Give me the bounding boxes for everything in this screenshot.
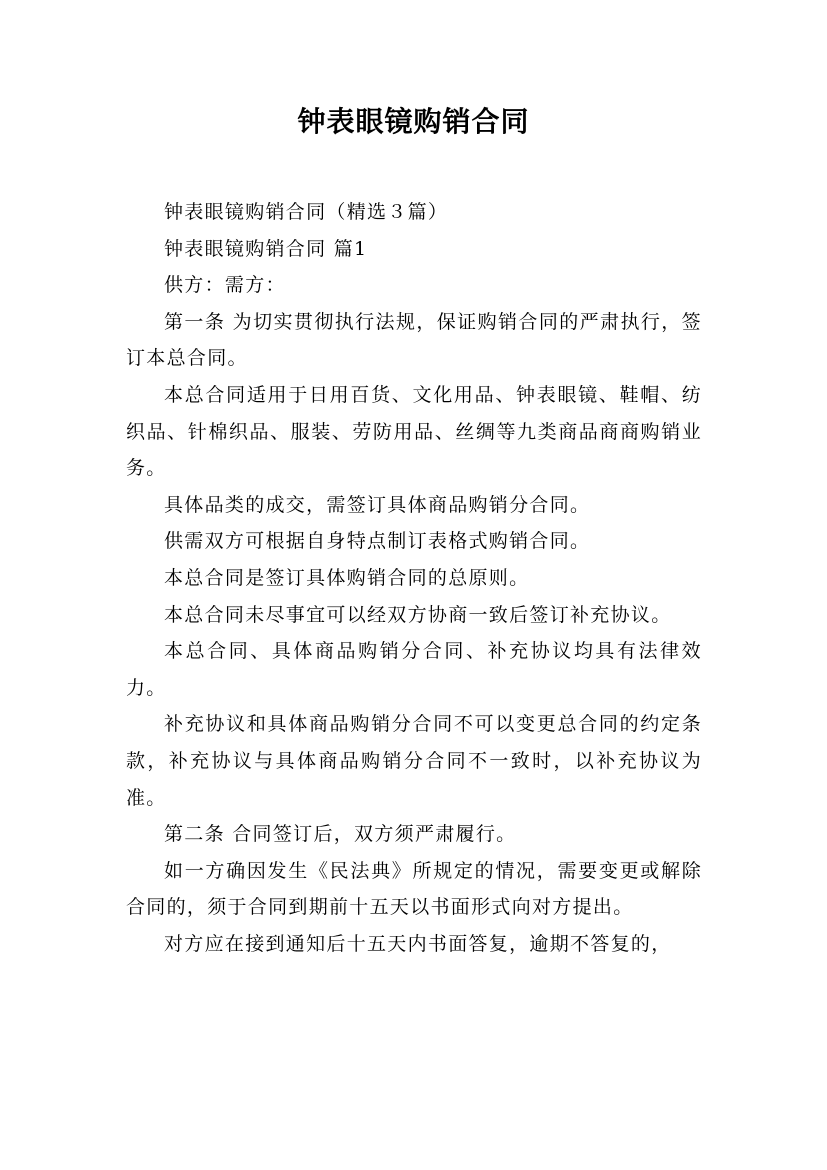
paragraph: 具体品类的成交，需签订具体商品购销分合同。 [164,493,591,516]
paragraph: 供方：需方： [164,274,286,297]
paragraph: 本总合同、具体商品购销分合同、补充协议均具有法律效力。 [126,640,702,699]
paragraph: 第二条 合同签订后，双方须严肃履行。 [164,823,517,846]
paragraph: 本总合同适用于日用百货、文化用品、钟表眼镜、鞋帽、纺织品、针棉织品、服装、劳防用品、丝绸等九类商品商商购销业务。 [126,383,702,480]
paragraph: 本总合同未尽事宜可以经双方协商一致后签订补充协议。 [164,603,672,626]
paragraph: 第一条 为切实贯彻执行法规，保证购销合同的严肃执行，签订本总合同。 [126,310,702,370]
paragraph: 补充协议和具体商品购销分合同不可以变更总合同的约定条款，补充协议与具体商品购销分合同不一致时，以补充协议为准。 [126,713,702,809]
paragraph: 钟表眼镜购销合同（精选３篇） [164,201,449,223]
paragraph: 钟表眼镜购销合同 篇1 [164,237,368,260]
paragraph: 如一方确因发生《民法典》所规定的情况，需要变更或解除合同的，须于合同到期前十五天以书面形式向对方提出。 [126,859,702,919]
paragraph: 供需双方可根据自身特点制订表格式购销合同。 [164,530,591,553]
paragraph: 本总合同是签订具体购销合同的总原则。 [164,566,530,589]
paragraph: 对方应在接到通知后十五天内书面答复，逾期不答复的， [164,932,672,955]
document-body [126,194,702,962]
document-title: 钟表眼镜购销合同 [297,105,530,138]
